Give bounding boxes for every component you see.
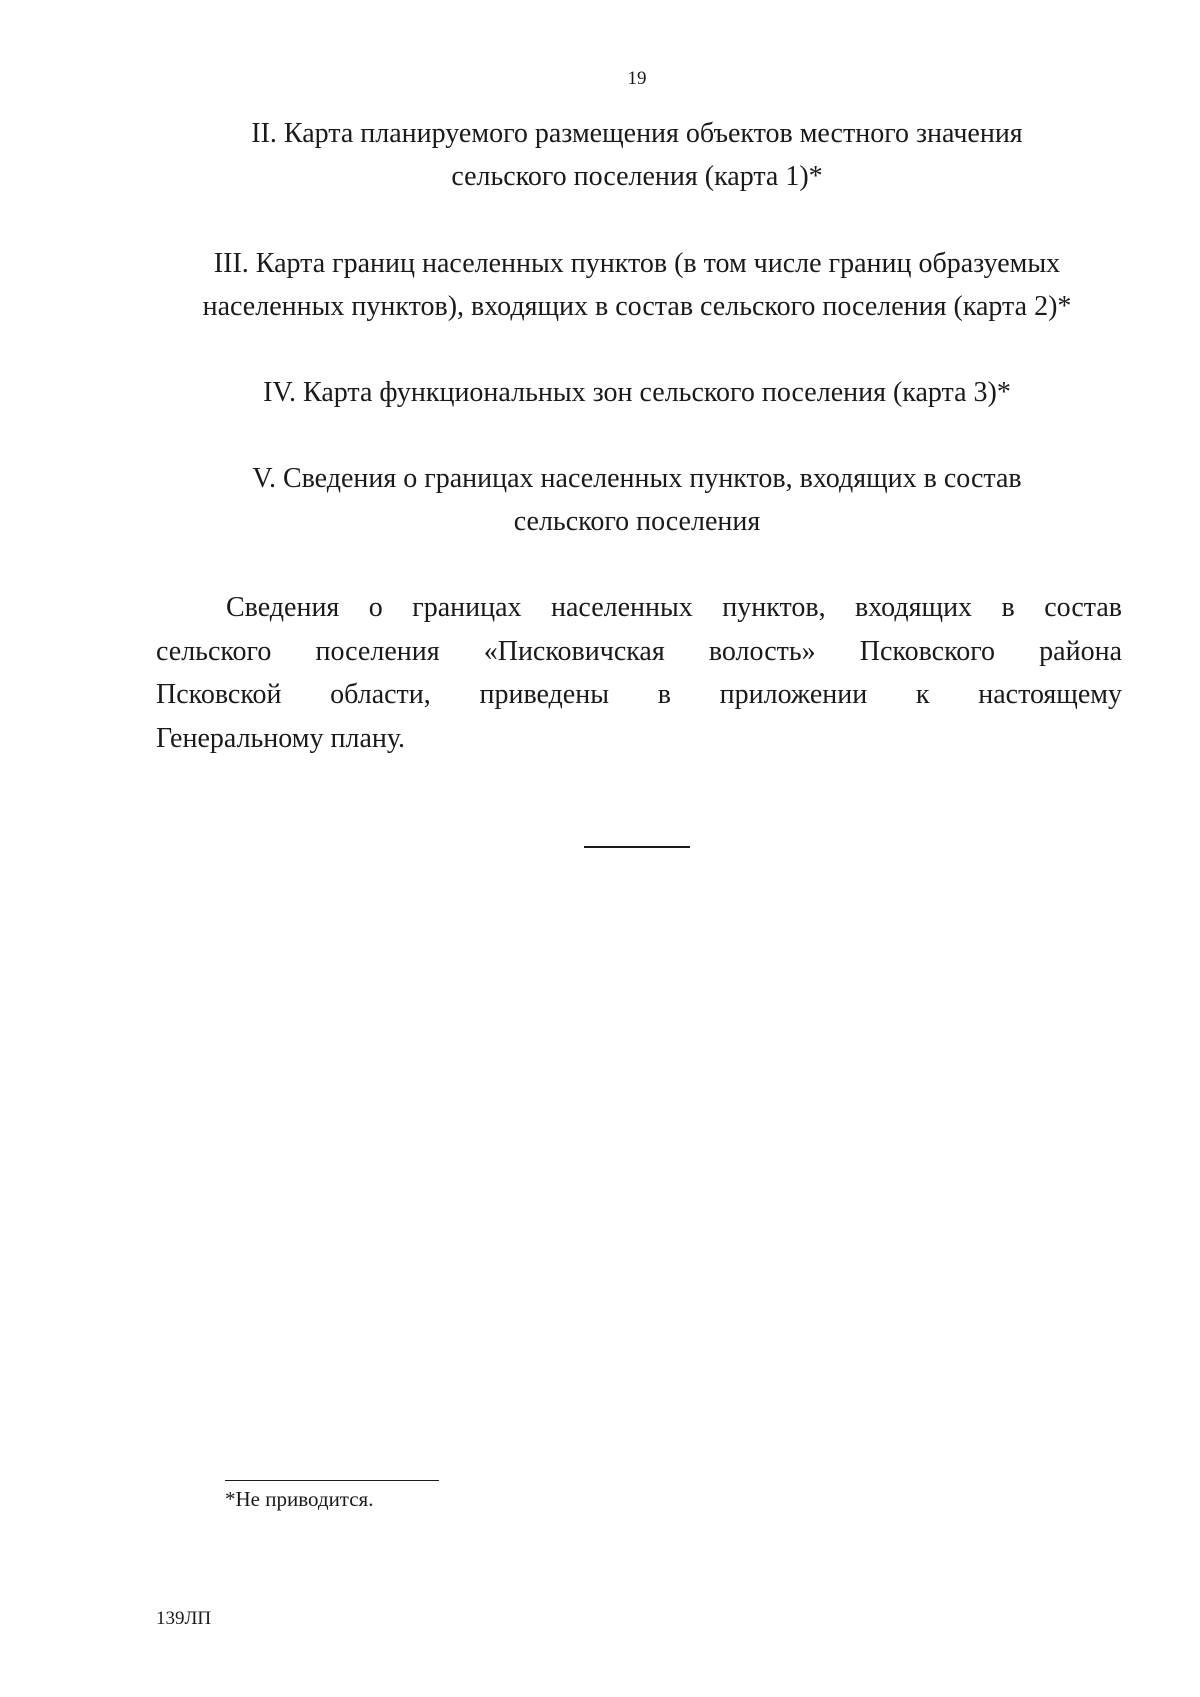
heading-line: V. Сведения о границах населенных пунктов, входящих в состав	[252, 463, 1022, 494]
heading-line: сельского поселения	[513, 506, 761, 537]
section-heading-map-1	[150, 112, 1124, 198]
document-code: 139ЛП	[156, 1608, 212, 1629]
footnote-separator	[225, 1480, 439, 1481]
heading-line: сельского поселения (карта 1)*	[451, 161, 823, 192]
section-heading-map-2	[150, 242, 1124, 328]
section-heading-map-3	[150, 371, 1124, 414]
paragraph-line: Генеральному плану.	[156, 722, 406, 754]
footnote: *Не приводится.	[225, 1487, 374, 1511]
paragraph-line: сельского поселения «Писковичская волость» Псковского района	[156, 635, 1122, 667]
end-of-text-rule	[584, 846, 690, 848]
heading-line: II. Карта планируемого размещения объектов местного значения	[251, 118, 1023, 149]
heading-line: III. Карта границ населенных пунктов (в том числе границ образуемых	[213, 248, 1061, 279]
page-number: 19	[627, 68, 647, 89]
paragraph-line: Сведения о границах населенных пунктов, входящих в состав	[226, 592, 1122, 623]
section-heading-boundaries	[150, 457, 1124, 543]
paragraph-line: Псковской области, приведены в приложении к настоящему	[156, 679, 1122, 710]
boundaries-paragraph	[156, 586, 1122, 760]
heading-line: IV. Карта функциональных зон сельского поселения (карта 3)*	[263, 377, 1011, 408]
heading-line: населенных пунктов), входящих в состав сельского поселения (карта 2)*	[202, 291, 1072, 322]
